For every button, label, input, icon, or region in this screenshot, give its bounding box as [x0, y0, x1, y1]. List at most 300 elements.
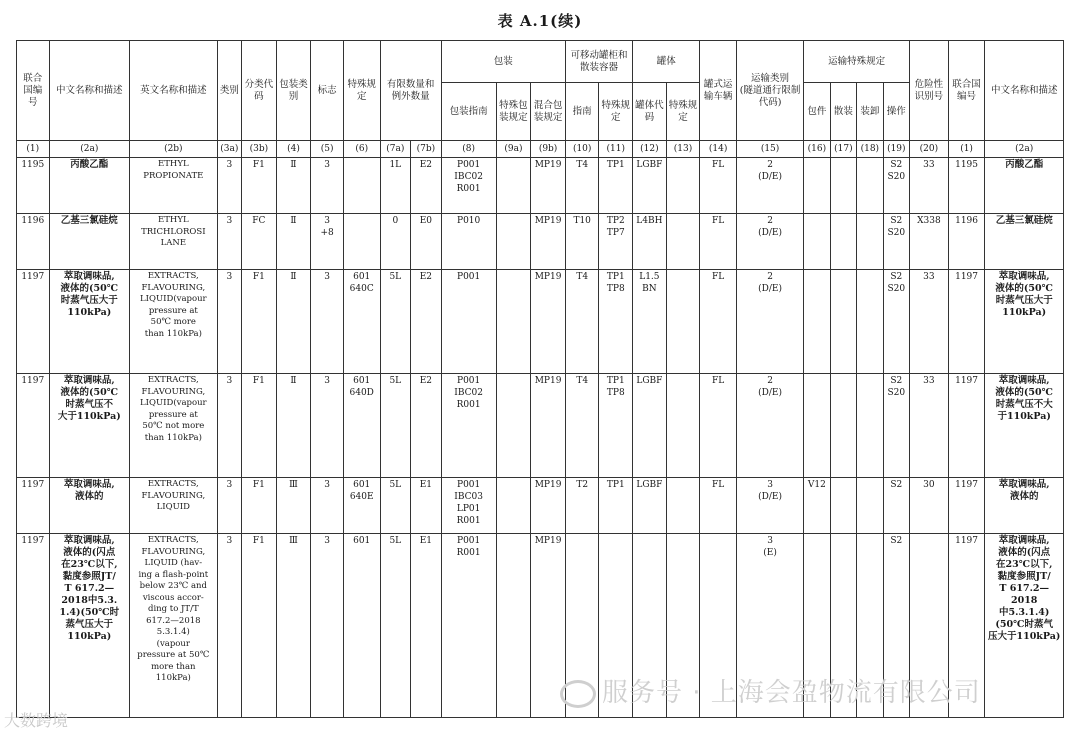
column-number: (5) — [311, 141, 344, 158]
cell-labels — [311, 214, 344, 270]
cell-st-operation-line: S20 — [887, 284, 906, 294]
cell-name-cn-repeat — [985, 534, 1064, 718]
cell-tank-code — [633, 374, 667, 478]
cell-st-operation-line: S20 — [887, 388, 906, 398]
column-number: (2a) — [985, 141, 1064, 158]
cell-st-operation-line: S20 — [887, 228, 906, 238]
cell-vehicle: FL — [700, 270, 737, 374]
cell-un-no-repeat: 1196 — [948, 214, 985, 270]
column-number: (8) — [441, 141, 496, 158]
column-number: (10) — [565, 141, 599, 158]
cell-pack-instr — [441, 534, 496, 718]
cell-name-cn-repeat-line: 乙基三氯硅烷 — [995, 215, 1053, 226]
cell-tank-special — [599, 478, 633, 534]
cell-st-operation-line: S2 — [890, 272, 903, 282]
cell-special-provisions — [343, 158, 380, 214]
column-number: (3a) — [217, 141, 241, 158]
cell-name-en-line: FLAVOURING, — [141, 490, 206, 501]
header-special-transport: 运输特殊规定 — [804, 41, 910, 83]
header-transport-category-label: 运输类别 — [751, 72, 790, 84]
cell-name-en-line: EXTRACTS, — [147, 535, 199, 545]
cell-tank-special-line: TP8 — [606, 284, 625, 294]
table-row — [17, 478, 1064, 534]
cell-class: 3 — [217, 214, 241, 270]
cell-pack-mixed: MP19 — [531, 374, 566, 478]
cell-pack-instr-line: P001 — [457, 160, 481, 170]
header-name-cn-repeat: 中文名称和描述 — [985, 41, 1064, 141]
cell-tank-code — [633, 214, 667, 270]
cell-st-package — [804, 374, 830, 478]
cell-labels-line: 3 — [324, 480, 330, 490]
cell-name-cn — [49, 534, 129, 718]
cell-name-en-line: more than — [151, 661, 196, 672]
cell-tank-special2 — [666, 158, 700, 214]
cell-tank-special-line: TP1 — [606, 272, 625, 282]
cell-labels-line: 3 — [324, 272, 330, 282]
cell-pack-instr-line: IBC03 — [454, 492, 483, 502]
column-number: (4) — [276, 141, 311, 158]
cell-class-code: F1 — [242, 534, 277, 718]
header-un-no: 联合国编号 — [17, 41, 50, 141]
cell-name-cn-line: 黏度参照JT/ — [62, 571, 116, 582]
cell-class-code: F1 — [242, 374, 277, 478]
cell-excepted-qty: E2 — [411, 158, 442, 214]
cell-name-cn-repeat-line: 萃取调味品, — [998, 375, 1050, 386]
header-tank-special2: 特殊规定 — [666, 83, 700, 141]
cell-pack-special — [496, 158, 531, 214]
header-portable-tank: 可移动罐柜和散装容器 — [565, 41, 632, 83]
cell-st-operation-line: S2 — [890, 480, 903, 490]
cell-name-cn-line: 萃取调味品, — [63, 271, 115, 282]
dangerous-goods-table — [16, 40, 1064, 718]
cell-st-operation — [883, 214, 909, 270]
cell-st-package: V12 — [804, 478, 830, 534]
cell-packing-group: Ⅱ — [276, 214, 311, 270]
header-packaging: 包装 — [441, 41, 565, 83]
cell-name-cn-repeat-line: 110kPa) — [1002, 307, 1047, 318]
cell-excepted-qty: E1 — [411, 478, 442, 534]
cell-tank-special-line: TP1 — [606, 160, 625, 170]
cell-name-cn-repeat-line: 萃取调味品, — [998, 271, 1050, 282]
cell-name-cn-repeat — [985, 374, 1064, 478]
cell-un-no: 1197 — [17, 270, 50, 374]
cell-st-loading — [857, 478, 883, 534]
header-pack-instr: 包装指南 — [441, 83, 496, 141]
cell-name-en-line: 617.2—2018 — [146, 615, 201, 626]
column-number: (2a) — [49, 141, 129, 158]
cell-special-provisions-line: 640E — [349, 492, 374, 502]
cell-pack-special — [496, 214, 531, 270]
cell-st-bulk — [830, 214, 856, 270]
column-number-row — [17, 141, 1064, 158]
cell-labels-line: 3 — [324, 376, 330, 386]
cell-un-no-repeat: 1197 — [948, 534, 985, 718]
cell-labels — [311, 270, 344, 374]
cell-name-cn-repeat-line: 液体的(50℃ — [995, 283, 1053, 294]
cell-un-no: 1196 — [17, 214, 50, 270]
cell-transport-category — [736, 158, 803, 214]
cell-name-cn-repeat — [985, 214, 1064, 270]
table-row — [17, 214, 1064, 270]
cell-class: 3 — [217, 158, 241, 214]
header-tank-instr: 指南 — [565, 83, 599, 141]
cell-limited-qty: 5L — [380, 534, 411, 718]
cell-excepted-qty: E2 — [411, 270, 442, 374]
cell-special-provisions-line: 640D — [349, 388, 374, 398]
cell-tank-special2 — [666, 374, 700, 478]
cell-tank-special-line: TP7 — [606, 228, 625, 238]
cell-packing-group: Ⅱ — [276, 270, 311, 374]
transport-category-value: 2 — [767, 160, 773, 170]
cell-class-code: F1 — [242, 270, 277, 374]
header-tank-special: 特殊规定 — [599, 83, 633, 141]
cell-pack-instr — [441, 214, 496, 270]
cell-vehicle: FL — [700, 374, 737, 478]
header-st-package: 包件 — [804, 83, 830, 141]
cell-name-en — [130, 534, 218, 718]
cell-name-cn-repeat-line: 于110kPa) — [997, 411, 1051, 422]
cell-vehicle: FL — [700, 158, 737, 214]
cell-name-cn-repeat-line: 液体的(50℃ — [995, 387, 1053, 398]
cell-labels-line: 3 — [324, 160, 330, 170]
cell-class: 3 — [217, 270, 241, 374]
cell-tank-instr: T4 — [565, 270, 599, 374]
cell-hazard-id: 33 — [910, 270, 949, 374]
cell-st-bulk — [830, 374, 856, 478]
cell-tank-special2 — [666, 270, 700, 374]
cell-name-en-line: EXTRACTS, — [147, 479, 199, 489]
cell-pack-instr-line: P001 — [457, 376, 481, 386]
cell-excepted-qty: E1 — [411, 534, 442, 718]
cell-name-cn-line: 萃取调味品, — [63, 479, 115, 490]
cell-vehicle: FL — [700, 214, 737, 270]
table-title: 表 A.1(续) — [497, 12, 583, 30]
cell-st-package — [804, 158, 830, 214]
cell-name-cn-repeat — [985, 158, 1064, 214]
tunnel-code-value: (D/E) — [758, 388, 782, 398]
header-pack-special: 特殊包装规定 — [496, 83, 531, 141]
cell-special-provisions-line: 601 — [353, 376, 371, 386]
cell-packing-group: Ⅱ — [276, 374, 311, 478]
header-labels: 标志 — [311, 41, 344, 141]
cell-name-cn — [49, 478, 129, 534]
cell-class-code: FC — [242, 214, 277, 270]
header-class-code: 分类代码 — [242, 41, 277, 141]
cell-un-no-repeat: 1197 — [948, 374, 985, 478]
cell-tank-instr: T4 — [565, 158, 599, 214]
cell-un-no-repeat: 1197 — [948, 270, 985, 374]
cell-special-provisions — [343, 534, 380, 718]
header-vehicle: 罐式运输车辆 — [700, 41, 737, 141]
cell-name-en-line: LIQUID (hav- — [144, 558, 203, 568]
cell-name-cn-line: 乙基三氯硅烷 — [60, 215, 118, 226]
cell-un-no: 1195 — [17, 158, 50, 214]
column-number: (9a) — [496, 141, 531, 158]
cell-labels-line: 3 — [324, 216, 330, 226]
cell-st-operation-line: S20 — [887, 172, 906, 182]
cell-pack-special — [496, 270, 531, 374]
cell-name-cn-line: T 617.2— — [64, 583, 115, 594]
cell-st-operation-line: S2 — [890, 160, 903, 170]
cell-tank-code — [633, 270, 667, 374]
cell-labels — [311, 374, 344, 478]
cell-packing-group: Ⅲ — [276, 534, 311, 718]
cell-name-cn-repeat-line: 中5.3.1.4) — [999, 607, 1050, 618]
cell-hazard-id: 33 — [910, 158, 949, 214]
cell-name-cn-repeat-line: 在23℃以下, — [995, 559, 1053, 570]
table-header — [17, 41, 1064, 158]
column-number: (7a) — [380, 141, 411, 158]
cell-name-cn-line: 时蒸气压大于 — [60, 295, 118, 306]
cell-special-provisions-line: 601 — [353, 272, 371, 282]
cell-tank-code — [633, 478, 667, 534]
cell-special-provisions — [343, 214, 380, 270]
cell-st-operation — [883, 270, 909, 374]
cell-labels — [311, 534, 344, 718]
cell-pack-mixed: MP19 — [531, 158, 566, 214]
cell-tank-special — [599, 214, 633, 270]
header-st-bulk: 散装 — [830, 83, 856, 141]
cell-pack-instr-line: P001 — [457, 480, 481, 490]
column-number: (1) — [17, 141, 50, 158]
cell-name-en-line: LIQUID(vapour — [140, 294, 207, 304]
cell-name-en-line: pressure at 50℃ — [137, 650, 210, 660]
cell-tank-special-line: TP2 — [606, 216, 625, 226]
cell-limited-qty: 5L — [380, 478, 411, 534]
cell-pack-instr-line: R001 — [456, 400, 481, 410]
column-number: (15) — [736, 141, 803, 158]
cell-name-cn-repeat-line: 时蒸气压不大 — [995, 399, 1053, 410]
header-class: 类别 — [217, 41, 241, 141]
table-row — [17, 374, 1064, 478]
cell-st-loading — [857, 270, 883, 374]
cell-name-en-line: FLAVOURING, — [141, 282, 206, 293]
cell-packing-group: Ⅲ — [276, 478, 311, 534]
cell-pack-instr-line: R001 — [456, 548, 481, 558]
cell-tank-special — [599, 158, 633, 214]
watermark-right — [560, 672, 981, 709]
cell-tank-special2 — [666, 214, 700, 270]
header-un-no-repeat: 联合国编号 — [948, 41, 985, 141]
header-pack-mixed: 混合包装规定 — [531, 83, 566, 141]
cell-name-en-line: PROPIONATE — [143, 170, 204, 181]
header-name-en: 英文名称和描述 — [130, 41, 218, 141]
column-number: (18) — [857, 141, 883, 158]
cell-name-cn — [49, 158, 129, 214]
cell-st-package — [804, 214, 830, 270]
tunnel-code-value: (D/E) — [758, 172, 782, 182]
cell-name-cn-repeat-line: 压大于110kPa) — [987, 631, 1061, 642]
cell-tank-special-line: TP1 — [606, 480, 625, 490]
cell-name-cn-repeat-line: 液体的 — [1009, 491, 1039, 502]
cell-name-cn-line: 液体的 — [75, 491, 104, 502]
column-number: (1) — [948, 141, 985, 158]
cell-pack-instr-line: P010 — [457, 216, 481, 226]
cell-name-en-line: LANE — [160, 238, 187, 248]
cell-pack-instr — [441, 270, 496, 374]
column-number: (20) — [910, 141, 949, 158]
cell-name-en — [130, 478, 218, 534]
column-number: (12) — [633, 141, 667, 158]
cell-name-en — [130, 374, 218, 478]
cell-name-en-line: EXTRACTS, — [147, 375, 199, 385]
cell-special-provisions — [343, 374, 380, 478]
cell-transport-category — [736, 478, 803, 534]
cell-st-bulk — [830, 478, 856, 534]
cell-name-en-line: ing a flash-point — [138, 569, 209, 580]
column-number: (3b) — [242, 141, 277, 158]
cell-name-cn-line: 蒸气压大于 — [65, 619, 114, 630]
cell-name-cn — [49, 270, 129, 374]
cell-class: 3 — [217, 374, 241, 478]
cell-name-cn-repeat-line: 时蒸气压大于 — [995, 295, 1053, 306]
cell-st-operation-line: S2 — [890, 376, 903, 386]
cell-name-cn-line: 1.4)(50℃时 — [59, 607, 120, 618]
cell-name-en — [130, 214, 218, 270]
cell-name-en-line: below 23℃ and — [139, 581, 207, 591]
wechat-icon — [560, 680, 596, 708]
cell-pack-mixed: MP19 — [531, 214, 566, 270]
cell-name-cn-line: 萃取调味品, — [63, 535, 115, 546]
watermark-left: 大数跨境 — [4, 711, 69, 730]
cell-pack-instr-line: P001 — [457, 536, 481, 546]
cell-excepted-qty: E0 — [411, 214, 442, 270]
cell-class-code: F1 — [242, 158, 277, 214]
cell-packing-group: Ⅱ — [276, 158, 311, 214]
cell-tank-special — [599, 270, 633, 374]
column-number: (2b) — [130, 141, 218, 158]
cell-class: 3 — [217, 478, 241, 534]
cell-special-provisions-line: 601 — [353, 536, 371, 546]
header-tank-code: 罐体代码 — [633, 83, 667, 141]
cell-tank-code-line: L4BH — [636, 216, 663, 226]
cell-special-provisions — [343, 270, 380, 374]
cell-name-cn-line: 液体的(50℃ — [60, 387, 119, 398]
cell-name-cn-line: 110kPa) — [67, 307, 112, 318]
cell-labels — [311, 478, 344, 534]
cell-class: 3 — [217, 534, 241, 718]
cell-pack-instr — [441, 374, 496, 478]
cell-excepted-qty: E2 — [411, 374, 442, 478]
cell-tank-code-line: BN — [642, 284, 657, 294]
cell-name-en-line: 110kPa) — [155, 673, 191, 683]
cell-hazard-id: X338 — [910, 214, 949, 270]
cell-un-no: 1197 — [17, 534, 50, 718]
cell-name-cn-repeat — [985, 478, 1064, 534]
cell-labels-line: 3 — [324, 536, 330, 546]
cell-tank-instr: T10 — [565, 214, 599, 270]
cell-st-bulk — [830, 270, 856, 374]
cell-un-no-repeat: 1197 — [948, 478, 985, 534]
cell-name-cn-line: 大于110kPa) — [57, 411, 121, 422]
cell-name-cn — [49, 214, 129, 270]
cell-tank-instr: T4 — [565, 374, 599, 478]
cell-pack-mixed: MP19 — [531, 270, 566, 374]
cell-name-en — [130, 270, 218, 374]
cell-pack-instr-line: R001 — [456, 516, 481, 526]
transport-category-value: 2 — [767, 216, 773, 226]
cell-name-cn-repeat-line: 黏度参照JT/ — [997, 571, 1051, 582]
column-number: (11) — [599, 141, 633, 158]
cell-pack-mixed: MP19 — [531, 534, 566, 718]
cell-name-cn-repeat-line: 液体的(闪点 — [998, 547, 1051, 558]
cell-un-no: 1197 — [17, 374, 50, 478]
watermark-right-text: 服务号 · 上海会盈物流有限公司 — [602, 678, 981, 708]
cell-limited-qty: 0 — [380, 214, 411, 270]
cell-pack-instr — [441, 478, 496, 534]
cell-name-en-line: pressure at — [148, 305, 198, 316]
column-number: (6) — [343, 141, 380, 158]
column-number: (19) — [883, 141, 909, 158]
cell-tank-code-line: LGBF — [636, 376, 663, 386]
header-name-cn: 中文名称和描述 — [49, 41, 129, 141]
cell-pack-special — [496, 534, 531, 718]
header-packing-group: 包装类别 — [276, 41, 311, 141]
header-hazard-id: 危险性识别号 — [910, 41, 949, 141]
cell-name-en-line: ETHYL — [158, 215, 189, 225]
cell-tank-code — [633, 158, 667, 214]
cell-tank-special — [599, 374, 633, 478]
header-special-provisions: 特殊规定 — [343, 41, 380, 141]
cell-un-no-repeat: 1195 — [948, 158, 985, 214]
header-tank: 罐体 — [633, 41, 700, 83]
cell-name-cn-line: 液体的(闪点 — [63, 547, 116, 558]
cell-special-provisions-line: 601 — [353, 480, 371, 490]
cell-st-bulk — [830, 158, 856, 214]
tunnel-code-value: (D/E) — [758, 492, 782, 502]
cell-transport-category — [736, 374, 803, 478]
cell-labels — [311, 158, 344, 214]
cell-name-en-line: 50℃ more — [150, 317, 196, 327]
cell-name-en — [130, 158, 218, 214]
cell-st-package — [804, 270, 830, 374]
cell-special-provisions — [343, 478, 380, 534]
cell-name-cn-repeat-line: T 617.2—2018 — [999, 583, 1049, 606]
cell-name-cn-line: 时蒸气压不 — [65, 399, 114, 410]
cell-st-operation — [883, 478, 909, 534]
cell-name-en-line: ding to JT/T — [148, 604, 199, 614]
cell-tank-special-line: TP1 — [606, 376, 625, 386]
cell-tank-instr: T2 — [565, 478, 599, 534]
header-st-loading: 装卸 — [857, 83, 883, 141]
header-limited-qty: 有限数量和例外数量 — [380, 41, 441, 141]
cell-hazard-id: 30 — [910, 478, 949, 534]
cell-st-operation-line: S2 — [890, 216, 903, 226]
cell-pack-instr-line: LP01 — [456, 504, 481, 514]
table-row — [17, 158, 1064, 214]
cell-st-loading — [857, 214, 883, 270]
column-number: (16) — [804, 141, 830, 158]
column-number: (17) — [830, 141, 856, 158]
cell-pack-mixed: MP19 — [531, 478, 566, 534]
cell-name-cn-repeat — [985, 270, 1064, 374]
cell-tank-code-line: L1.5 — [639, 272, 660, 282]
cell-labels-line: +8 — [320, 228, 334, 238]
cell-name-cn — [49, 374, 129, 478]
table-body — [17, 158, 1064, 718]
cell-name-en-line: 5.3.1.4) — [156, 627, 190, 637]
tunnel-code-value: (E) — [763, 548, 777, 558]
cell-pack-instr-line: R001 — [456, 184, 481, 194]
tunnel-code-value: (D/E) — [758, 284, 782, 294]
cell-tank-special-line: TP8 — [606, 388, 625, 398]
column-number: (7b) — [411, 141, 442, 158]
cell-name-cn-line: 萃取调味品, — [63, 375, 115, 386]
cell-limited-qty: 1L — [380, 158, 411, 214]
cell-transport-category — [736, 270, 803, 374]
cell-name-en-line: than 110kPa) — [144, 432, 202, 443]
cell-name-en-line: LIQUID(vapour — [140, 398, 207, 408]
